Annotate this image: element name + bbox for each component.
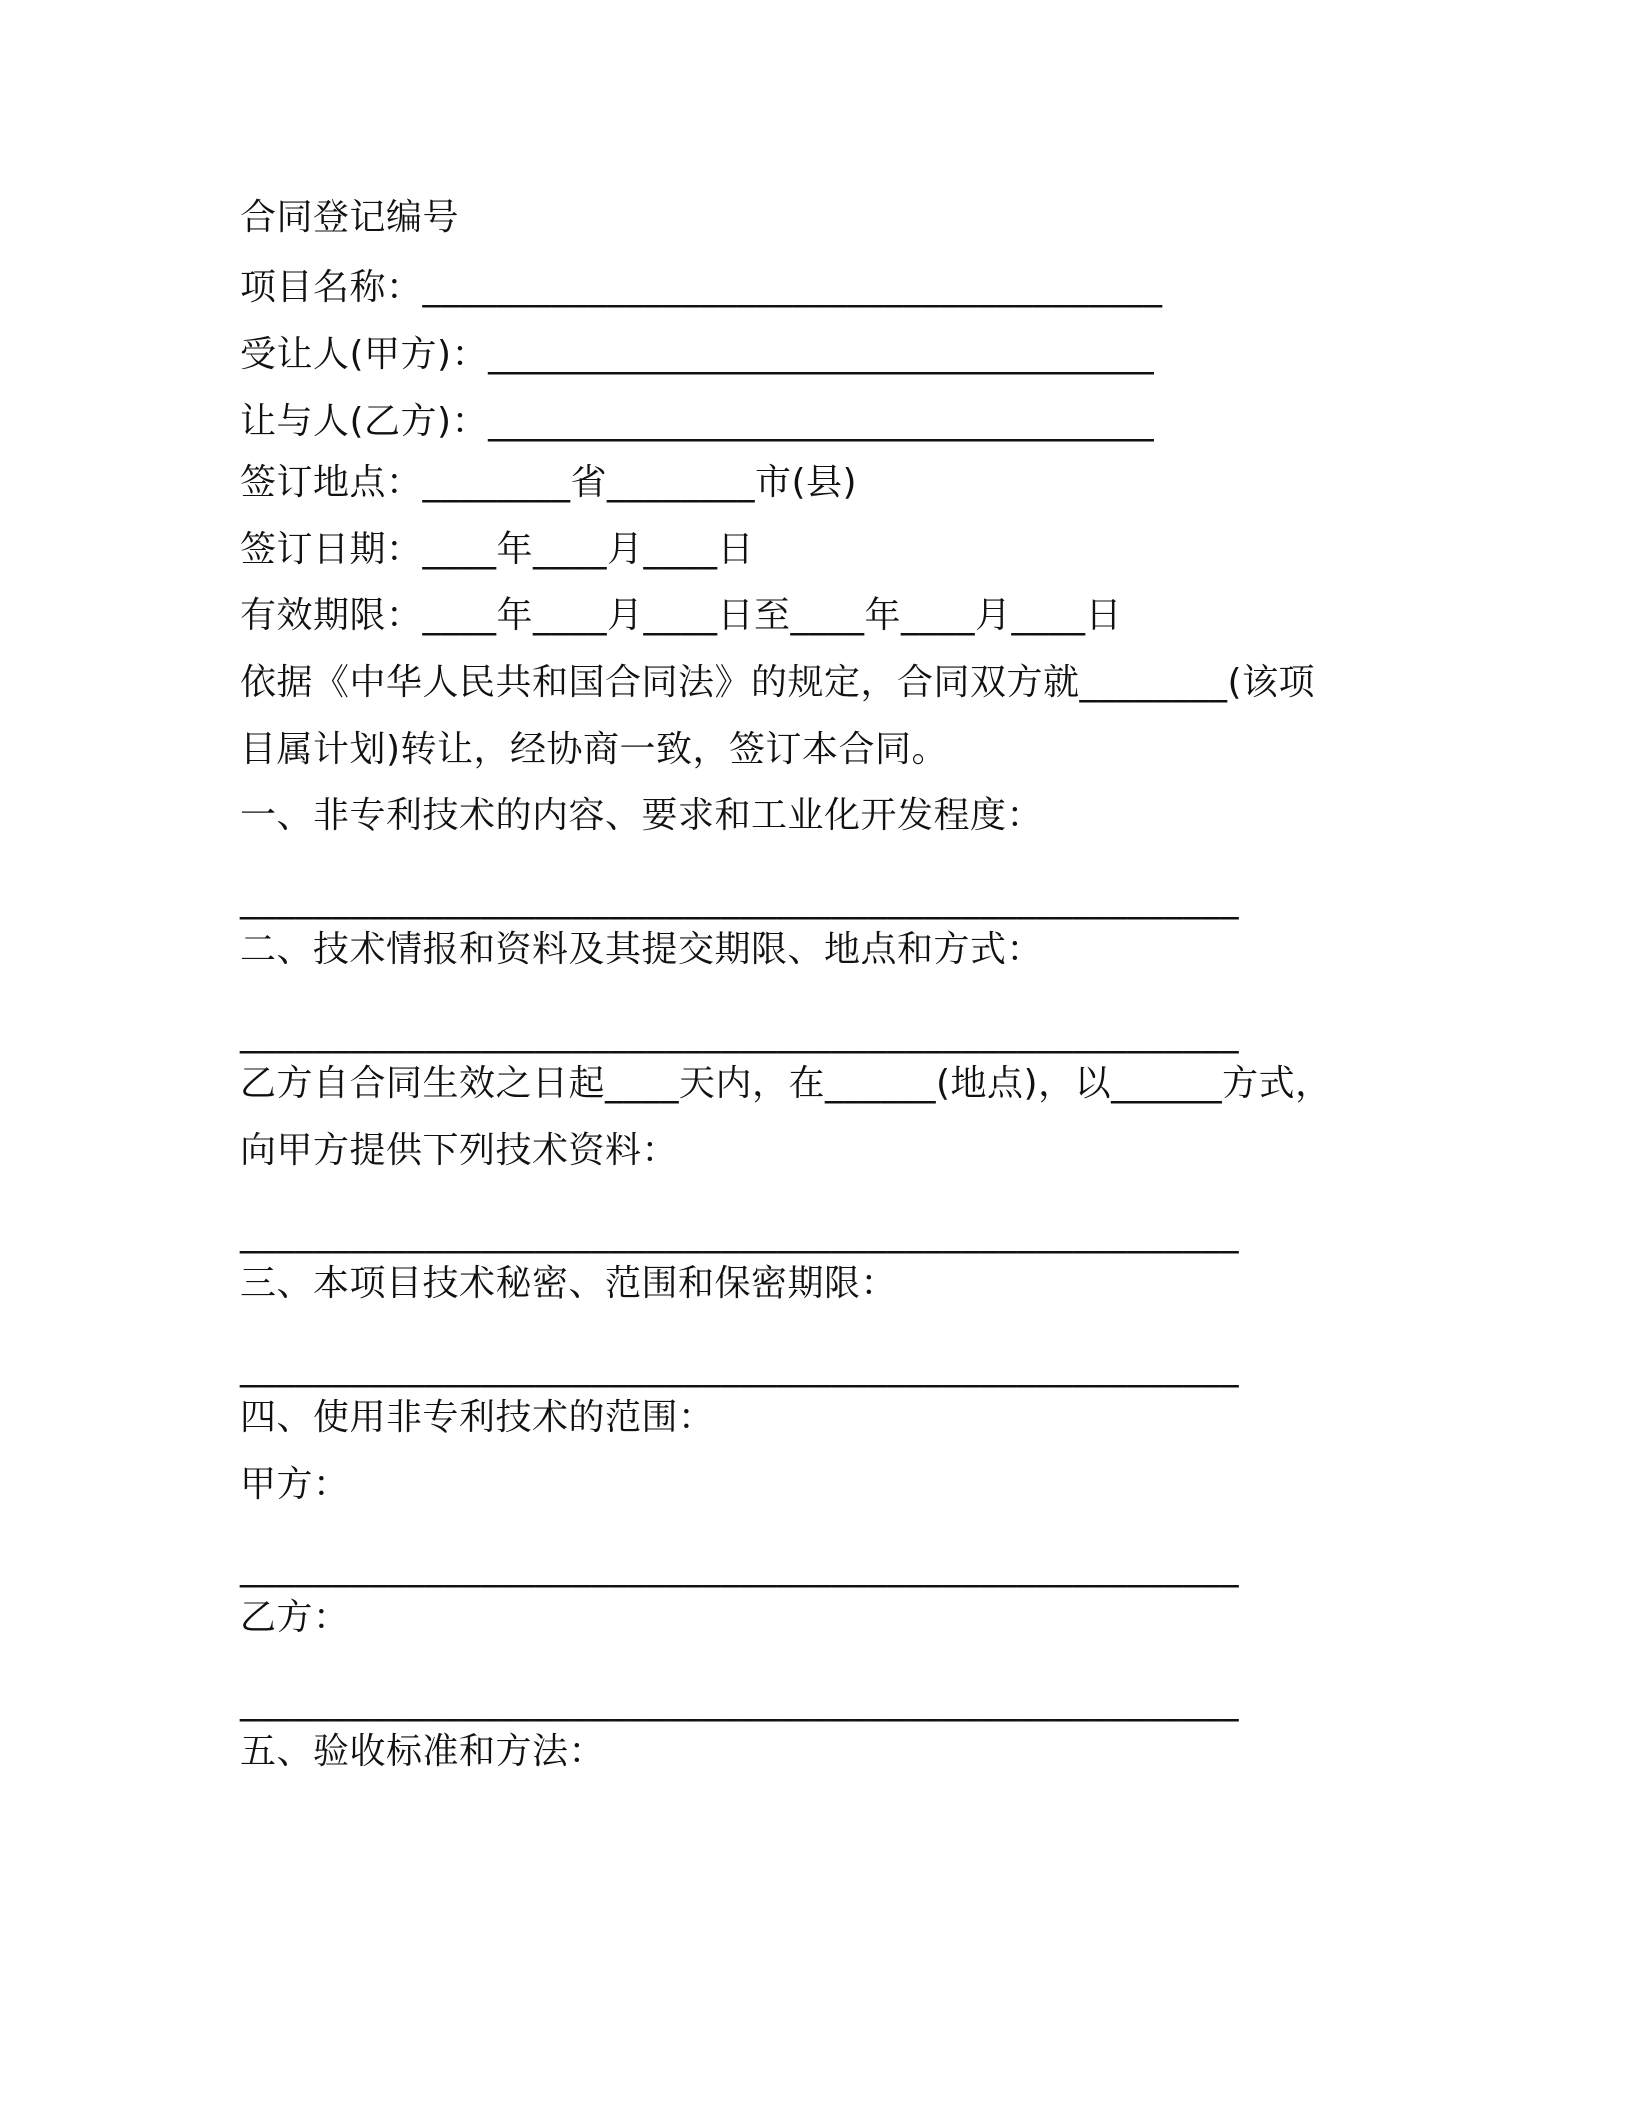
section-1-blank-line: ______________________________________________________: [240, 879, 1239, 920]
preamble-line-1: 依据《中华人民共和国合同法》的规定，合同双方就________(该项: [240, 662, 1316, 703]
section-2-clause-blank-line: ______________________________________________________: [240, 1213, 1239, 1254]
section-2-clause-line-2: 向甲方提供下列技术资料：: [240, 1130, 679, 1171]
section-1-heading: 一、非专利技术的内容、要求和工业化开发程度：: [240, 795, 1044, 836]
project-name-field: 项目名称：________________________________________: [240, 267, 1163, 308]
section-2-heading: 二、技术情报和资料及其提交期限、地点和方式：: [240, 929, 1044, 970]
section-4-heading: 四、使用非专利技术的范围：: [240, 1397, 715, 1438]
section-5-heading: 五、验收标准和方法：: [240, 1731, 606, 1772]
signing-date-field: 签订日期：____年____月____日: [240, 529, 755, 570]
assignor-party-b-field: 让与人(乙方)：____________________________________: [240, 401, 1155, 442]
party-a-scope-blank-line: ______________________________________________________: [240, 1547, 1239, 1588]
section-3-blank-line: ______________________________________________________: [240, 1347, 1239, 1388]
validity-period-field: 有效期限：____年____月____日至____年____月____日: [240, 595, 1123, 636]
party-b-scope-blank-line: ______________________________________________________: [240, 1681, 1239, 1722]
party-b-scope-label: 乙方：: [240, 1597, 350, 1638]
preamble-line-2: 目属计划)转让，经协商一致，签订本合同。: [240, 729, 949, 770]
contract-registration-number-label: 合同登记编号: [240, 197, 460, 238]
assignee-party-a-field: 受让人(甲方)：____________________________________: [240, 334, 1155, 375]
section-3-heading: 三、本项目技术秘密、范围和保密期限：: [240, 1263, 898, 1304]
section-2-blank-line: ______________________________________________________: [240, 1013, 1239, 1054]
signing-place-field: 签订地点：________省________市(县): [240, 462, 858, 503]
section-2-clause-line-1: 乙方自合同生效之日起____天内，在______(地点)，以______方式，: [240, 1063, 1332, 1104]
party-a-scope-label: 甲方：: [240, 1464, 350, 1505]
